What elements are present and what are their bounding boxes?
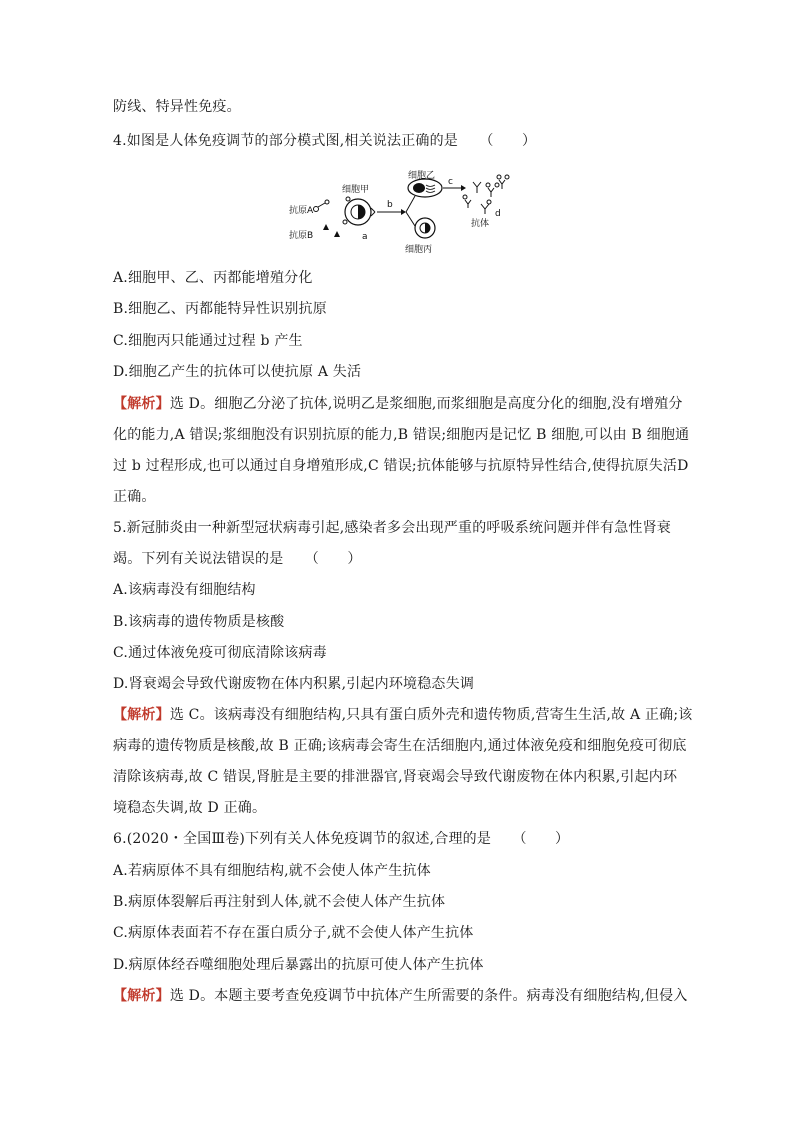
text-line: 防线、特异性免疫。 [113,99,241,115]
antibody-marks [463,175,509,214]
option-a: A.该病毒没有细胞结构 [113,582,256,598]
option-d: D.肾衰竭会导致代谢废物在体内积累,引起内环境稳态失调 [113,676,475,692]
process-b-label: b [387,200,393,210]
analysis-line: 【解析】选 C。该病毒没有细胞结构,只具有蛋白质外壳和遗传物质,营寄生生活,故 A 正确;该 [113,707,693,723]
antigen-b-mark [323,224,329,230]
option-c: C.通过体液免疫可彻底清除该病毒 [113,645,327,661]
immune-regulation-diagram [285,166,525,258]
analysis-tag: 【解析】 [113,707,170,723]
process-d-label: d [495,209,501,219]
antigen-a-mark [314,207,319,212]
option-d: D.细胞乙产生的抗体可以使抗原 A 失活 [113,364,362,380]
process-a-label: a [362,232,368,242]
analysis-line: 病毒的遗传物质是核酸,故 B 正确;该病毒会寄生在活细胞内,通过体液免疫和细胞免疫可彻底 [113,738,687,754]
option-b: B.病原体裂解后再注射到人体,就不会使人体产生抗体 [113,894,446,910]
analysis-line: 过 b 过程形成,也可以通过自身增殖形成,C 错误;抗体能够与抗原特异性结合,使得抗原失活D [113,458,689,474]
analysis-line: 【解析】选 D。本题主要考查免疫调节中抗体产生所需要的条件。病毒没有细胞结构,但侵入 [113,988,688,1004]
antibody-label: 抗体 [471,219,490,229]
option-c: C.细胞丙只能通过过程 b 产生 [113,333,303,349]
process-c-label: c [448,177,453,187]
analysis-line: 化的能力,A 错误;浆细胞没有识别抗原的能力,B 错误;细胞丙是记忆 B 细胞,可以由 B 细胞通 [113,427,690,443]
analysis-tag: 【解析】 [113,396,170,412]
option-d: D.病原体经吞噬细胞处理后暴露出的抗原可使人体产生抗体 [113,957,484,973]
question-4-stem: 4.如图是人体免疫调节的部分模式图,相关说法正确的是 （ ） [113,133,537,149]
antigen-b-label: 抗原B [289,231,314,241]
option-b: B.该病毒的遗传物质是核酸 [113,614,285,630]
analysis-line: 境稳态失调,故 D 正确。 [113,800,267,816]
question-5-stem: 5.新冠肺炎由一种新型冠状病毒引起,感染者多会出现严重的呼吸系统问题并伴有急性肾衰 [113,520,672,536]
option-b: B.细胞乙、丙都能特异性识别抗原 [113,301,327,317]
antigen-a-label: 抗原A [289,206,314,216]
analysis-line: 【解析】选 D。细胞乙分泌了抗体,说明乙是浆细胞,而浆细胞是高度分化的细胞,没有增殖分 [113,396,683,412]
question-6-stem: 6.(2020・全国Ⅲ卷)下列有关人体免疫调节的叙述,合理的是 （ ） [113,831,570,847]
analysis-tag: 【解析】 [113,988,170,1004]
cell-jia-label: 细胞甲 [342,185,370,195]
question-5-stem: 竭。下列有关说法错误的是 （ ） [113,551,362,567]
cell-bing-label: 细胞丙 [405,245,433,255]
option-a: A.细胞甲、乙、丙都能增殖分化 [113,270,313,286]
option-c: C.病原体表面若不存在蛋白质分子,就不会使人体产生抗体 [113,925,474,941]
analysis-line: 清除该病毒,故 C 错误,肾脏是主要的排泄器官,肾衰竭会导致代谢废物在体内积累,引起内环 [113,769,678,785]
cell-yi-label: 细胞乙 [408,171,436,181]
option-a: A.若病原体不具有细胞结构,就不会使人体产生抗体 [113,863,431,879]
analysis-line: 正确。 [113,489,156,505]
